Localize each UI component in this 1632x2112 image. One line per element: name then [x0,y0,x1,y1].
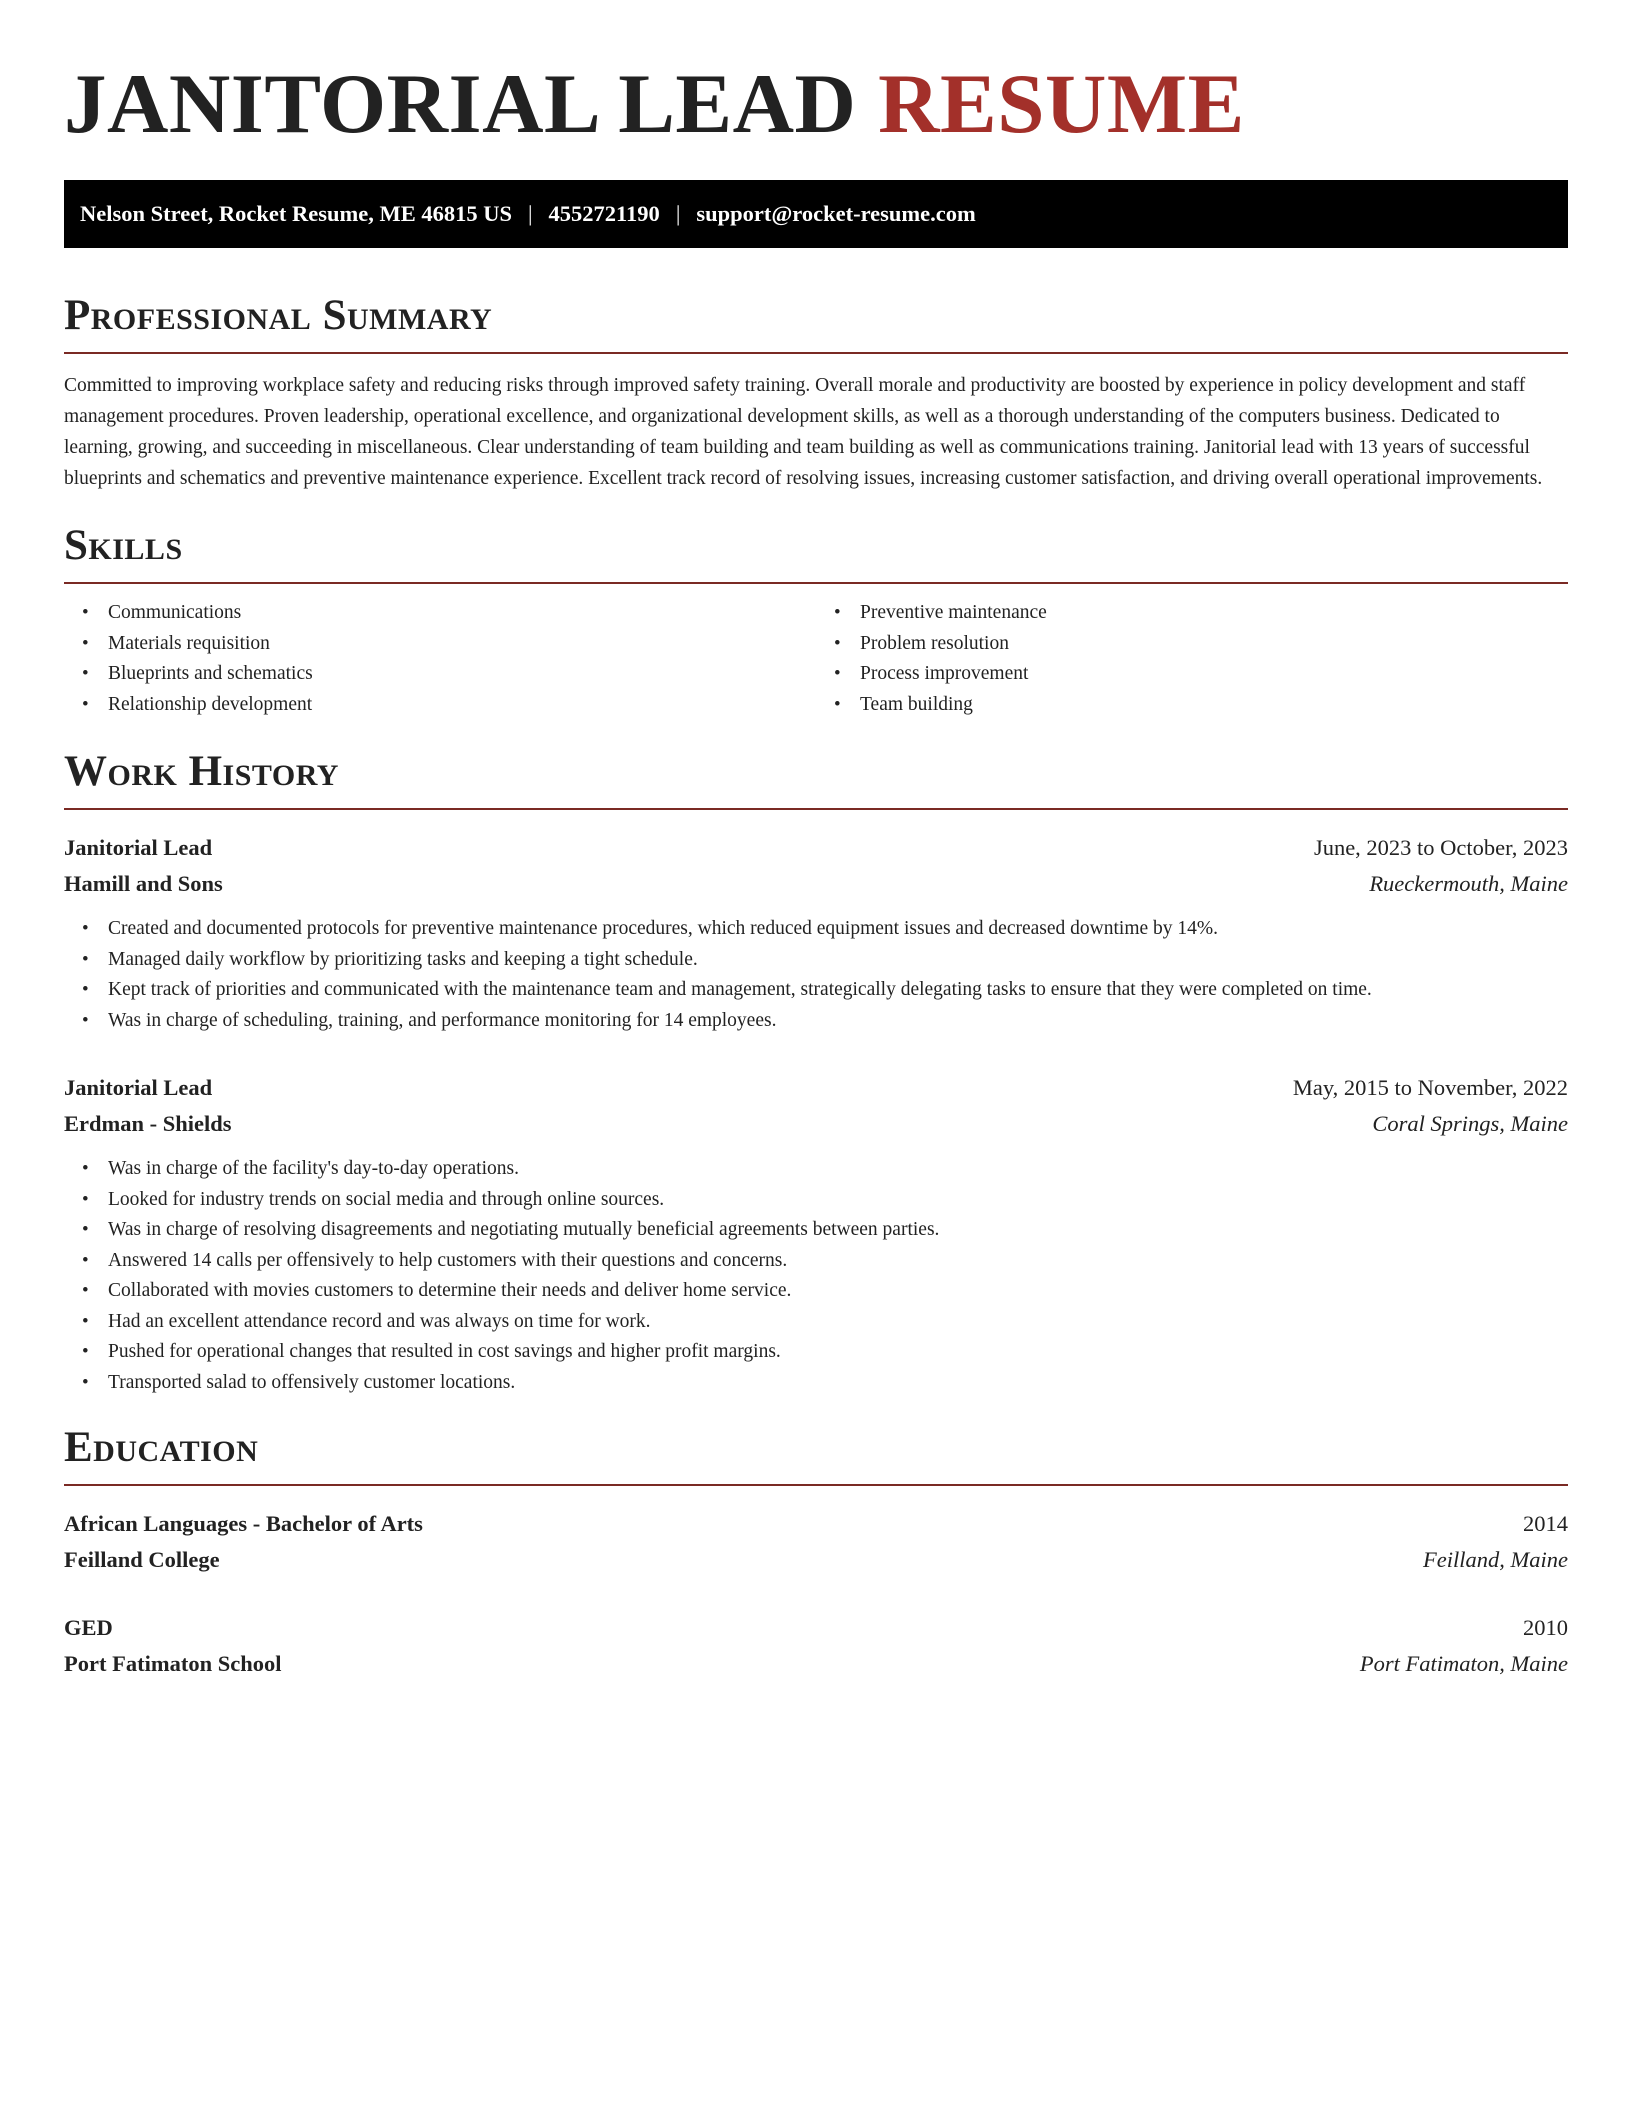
job-title-row [64,1070,1568,1106]
skill-item: • Problem resolution [860,629,1568,660]
section-heading-summary: Professional Summary [64,290,1568,354]
education-location: Port Fatimaton, Maine [1359,1651,1568,1676]
skill-item: • Blueprints and schematics [108,659,816,690]
contact-separator: | [675,201,681,226]
education-location: Feilland, Maine [1423,1547,1568,1572]
job-location: Coral Springs, Maine [1372,1111,1568,1136]
job-bullets [64,1154,1568,1398]
education-entry [64,1506,1568,1578]
job-dates: May, 2015 to November, 2022 [1292,1075,1568,1100]
resume-page [64,0,1568,1682]
contact-phone: 4552721190 [548,201,660,226]
education-degree-row [64,1610,1568,1646]
job-company-row [64,1106,1568,1142]
job-company: Erdman - Shields [64,1111,232,1136]
job-entry [64,830,1568,1036]
education-school-row [64,1646,1568,1682]
title-accent: RESUME [878,57,1245,151]
job-bullets [64,914,1568,1036]
education-school: Port Fatimaton School [64,1651,282,1676]
skills-column-left [64,598,816,720]
job-bullet: • Had an excellent attendance record and was always on time for work. [108,1307,1568,1338]
skill-item: • Team building [860,690,1568,721]
skills-section [64,520,1568,720]
job-title-row [64,830,1568,866]
job-bullet: • Managed daily workflow by prioritizing tasks and keeping a tight schedule. [108,945,1568,976]
skill-item: • Preventive maintenance [860,598,1568,629]
job-bullet: • Kept track of priorities and communicated with the maintenance team and management, strategically delegating tasks to ensure that they were completed on time. [108,975,1568,1006]
contact-separator: | [528,201,533,226]
contact-email: support@rocket-resume.com [696,201,976,226]
skill-item: • Relationship development [108,690,816,721]
job-bullet: • Collaborated with movies customers to determine their needs and deliver home service. [108,1276,1568,1307]
education-entry [64,1610,1568,1682]
professional-summary-section [64,290,1568,494]
skill-item: • Materials requisition [108,629,816,660]
job-company-row [64,866,1568,902]
job-entry [64,1070,1568,1398]
job-bullet: • Created and documented protocols for preventive maintenance procedures, which reduced equipment issues and decreased downtime by 14%. [108,914,1568,945]
job-company: Hamill and Sons [64,871,223,896]
job-bullet: • Was in charge of resolving disagreements and negotiating mutually beneficial agreements between parties. [108,1215,1568,1246]
job-title: Janitorial Lead [64,1075,213,1100]
title-main: JANITORIAL LEAD [64,57,857,151]
education-degree: GED [64,1615,113,1640]
skills-column-right [816,598,1568,720]
job-title: Janitorial Lead [64,835,213,860]
contact-bar [64,180,1568,248]
job-bullet: • Answered 14 calls per offensively to help customers with their questions and concerns. [108,1246,1568,1277]
section-heading-skills: Skills [64,520,1568,584]
education-school-row [64,1542,1568,1578]
education-year: 2010 [1523,1615,1568,1640]
education-year: 2014 [1523,1511,1568,1536]
summary-text: Committed to improving workplace safety and reducing risks through improved safety training. Overall morale and productivity are boosted by experience in policy development and staff management procedures. Proven leadership, operational excellence, and organizational development skills, as well as a thorough understanding of the computers business. Dedicated to learning, growing, and succeeding in miscellaneous. Clear understanding of team building and team building as well as communications training. Janitorial lead with 13 years of successful blueprints and schematics and preventive maintenance experience. Excellent track record of resolving issues, increasing customer satisfaction, and driving overall operational improvements. [64,375,1543,489]
job-bullet: • Transported salad to offensively customer locations. [108,1368,1568,1399]
job-location: Rueckermouth, Maine [1369,871,1568,896]
skills-grid [64,598,1568,720]
job-bullet: • Looked for industry trends on social media and through online sources. [108,1185,1568,1216]
job-bullet: • Pushed for operational changes that resulted in cost savings and higher profit margins. [108,1337,1568,1368]
education-degree: African Languages - Bachelor of Arts [64,1511,423,1536]
job-dates: June, 2023 to October, 2023 [1313,835,1568,860]
education-section [64,1422,1568,1682]
resume-title [64,56,1568,152]
education-school: Feilland College [64,1547,220,1572]
work-history-section [64,746,1568,1398]
skill-item: • Process improvement [860,659,1568,690]
section-heading-education: Education [64,1422,1568,1486]
contact-address: Nelson Street, Rocket Resume, ME 46815 US [80,201,513,226]
job-bullet: • Was in charge of the facility's day-to-day operations. [108,1154,1568,1185]
education-degree-row [64,1506,1568,1542]
skill-item: • Communications [108,598,816,629]
section-heading-work-history: Work History [64,746,1568,810]
job-bullet: • Was in charge of scheduling, training, and performance monitoring for 14 employees. [108,1006,1568,1037]
